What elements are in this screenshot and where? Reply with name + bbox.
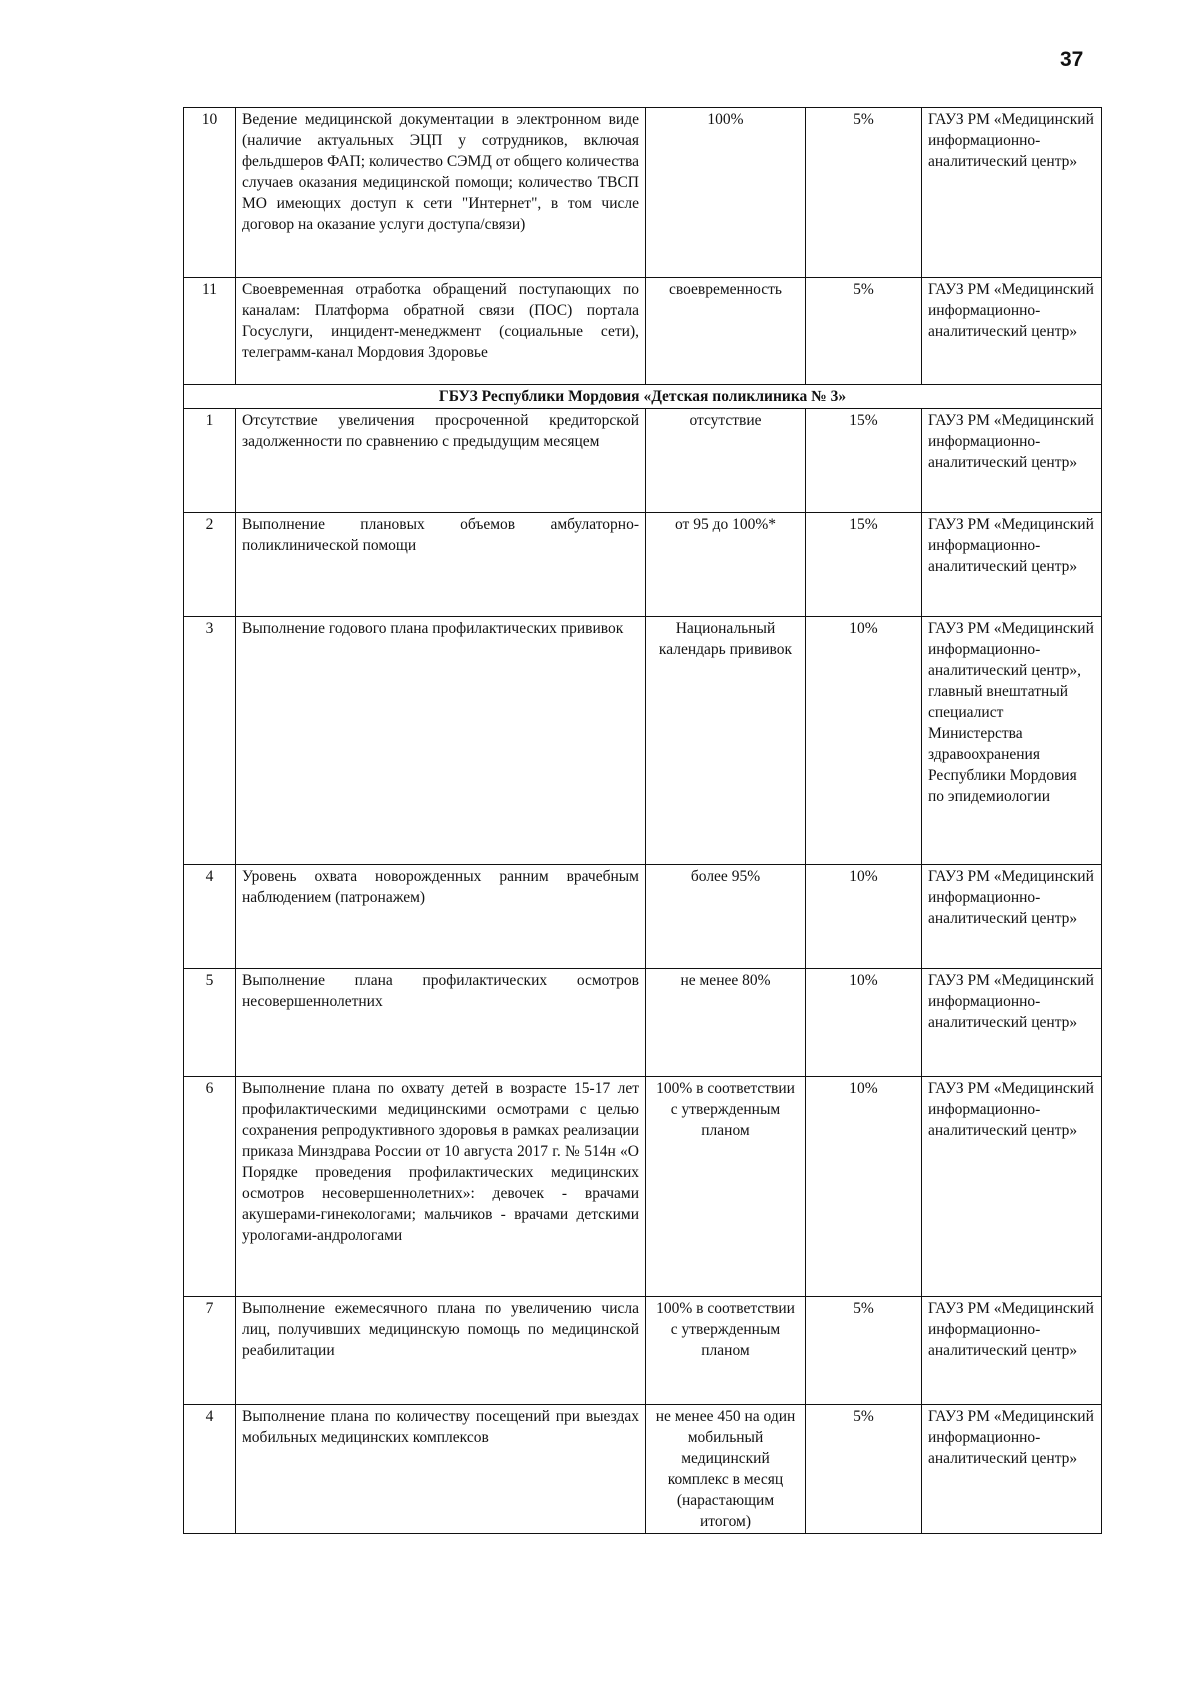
row-number: 11	[184, 278, 236, 385]
responsible-organization: ГАУЗ РМ «Медицинский информационно-аналитический центр»	[922, 409, 1102, 513]
table-row	[184, 1405, 1102, 1534]
responsible-organization: ГАУЗ РМ «Медицинский информационно-аналитический центр»	[922, 1297, 1102, 1405]
indicator-weight: 5%	[806, 1405, 922, 1534]
target-value: отсутствие	[646, 409, 806, 513]
target-value: не менее 450 на один мобильный медицинский комплекс в месяц (нарастающим итогом)	[646, 1405, 806, 1534]
target-value: 100%	[646, 108, 806, 278]
row-number: 10	[184, 108, 236, 278]
indicator-description: Отсутствие увеличения просроченной кредиторской задолженности по сравнению с предыдущим месяцем	[236, 409, 646, 513]
section-title: ГБУЗ Республики Мордовия «Детская поликлиника № 3»	[184, 385, 1102, 409]
indicators-table	[183, 107, 1102, 1534]
indicator-weight: 10%	[806, 969, 922, 1077]
target-value: более 95%	[646, 865, 806, 969]
responsible-organization: ГАУЗ РМ «Медицинский информационно-аналитический центр», главный внештатный специалист Министерства здравоохранения Республики Мордовия по эпидемиологии	[922, 617, 1102, 865]
table-row	[184, 513, 1102, 617]
target-value: 100% в соответствии с утвержденным планом	[646, 1077, 806, 1297]
responsible-organization: ГАУЗ РМ «Медицинский информационно-аналитический центр»	[922, 1405, 1102, 1534]
indicator-description: Выполнение плана профилактических осмотров несовершеннолетних	[236, 969, 646, 1077]
indicator-description: Выполнение ежемесячного плана по увеличению числа лиц, получивших медицинскую помощь по медицинской реабилитации	[236, 1297, 646, 1405]
indicator-weight: 10%	[806, 617, 922, 865]
target-value: Национальный календарь прививок	[646, 617, 806, 865]
indicator-weight: 5%	[806, 278, 922, 385]
row-number: 5	[184, 969, 236, 1077]
row-number: 1	[184, 409, 236, 513]
indicator-description: Уровень охвата новорожденных ранним врачебным наблюдением (патронажем)	[236, 865, 646, 969]
indicator-description: Выполнение плана по охвату детей в возрасте 15-17 лет профилактическими медицинскими осмотрами с целью сохранения репродуктивного здоровья в рамках реализации приказа Минздрава России от 10 августа 2017 г. № 514н «О Порядке проведения профилактических медицинских осмотров несовершеннолетних»: девочек - врачами акушерами-гинекологами; мальчиков - врачами детскими урологами-андрологами	[236, 1077, 646, 1297]
target-value: 100% в соответствии с утвержденным планом	[646, 1297, 806, 1405]
indicator-weight: 10%	[806, 865, 922, 969]
responsible-organization: ГАУЗ РМ «Медицинский информационно-аналитический центр»	[922, 969, 1102, 1077]
responsible-organization: ГАУЗ РМ «Медицинский информационно-аналитический центр»	[922, 513, 1102, 617]
indicator-description: Выполнение годового плана профилактических прививок	[236, 617, 646, 865]
indicator-weight: 10%	[806, 1077, 922, 1297]
row-number: 2	[184, 513, 236, 617]
row-number: 6	[184, 1077, 236, 1297]
table-row	[184, 1077, 1102, 1297]
table-row	[184, 1297, 1102, 1405]
table-row	[184, 617, 1102, 865]
responsible-organization: ГАУЗ РМ «Медицинский информационно-аналитический центр»	[922, 278, 1102, 385]
indicator-description: Выполнение плановых объемов амбулаторно-поликлинической помощи	[236, 513, 646, 617]
section-row	[184, 385, 1102, 409]
indicator-weight: 5%	[806, 1297, 922, 1405]
table-row	[184, 278, 1102, 385]
indicator-description: Своевременная отработка обращений поступающих по каналам: Платформа обратной связи (ПОС) портала Госуслуги, инцидент-менеджмент (социальные сети), телеграмм-канал Мордовия Здоровье	[236, 278, 646, 385]
row-number: 7	[184, 1297, 236, 1405]
responsible-organization: ГАУЗ РМ «Медицинский информационно-аналитический центр»	[922, 865, 1102, 969]
indicator-description: Выполнение плана по количеству посещений при выездах мобильных медицинских комплексов	[236, 1405, 646, 1534]
indicator-description: Ведение медицинской документации в электронном виде (наличие актуальных ЭЦП у сотрудников, включая фельдшеров ФАП; количество СЭМД от общего количества случаев оказания медицинской помощи; количество ТВСП МО имеющих доступ к сети "Интернет", в том числе договор на оказание услуги доступа/связи)	[236, 108, 646, 278]
target-value: не менее 80%	[646, 969, 806, 1077]
responsible-organization: ГАУЗ РМ «Медицинский информационно-аналитический центр»	[922, 108, 1102, 278]
table-row	[184, 108, 1102, 278]
table-row	[184, 865, 1102, 969]
row-number: 4	[184, 1405, 236, 1534]
indicator-weight: 15%	[806, 513, 922, 617]
row-number: 4	[184, 865, 236, 969]
target-value: своевременность	[646, 278, 806, 385]
page-number: 37	[1060, 48, 1084, 71]
row-number: 3	[184, 617, 236, 865]
indicator-weight: 5%	[806, 108, 922, 278]
target-value: от 95 до 100%*	[646, 513, 806, 617]
responsible-organization: ГАУЗ РМ «Медицинский информационно-аналитический центр»	[922, 1077, 1102, 1297]
table-row	[184, 969, 1102, 1077]
indicator-weight: 15%	[806, 409, 922, 513]
table-row	[184, 409, 1102, 513]
